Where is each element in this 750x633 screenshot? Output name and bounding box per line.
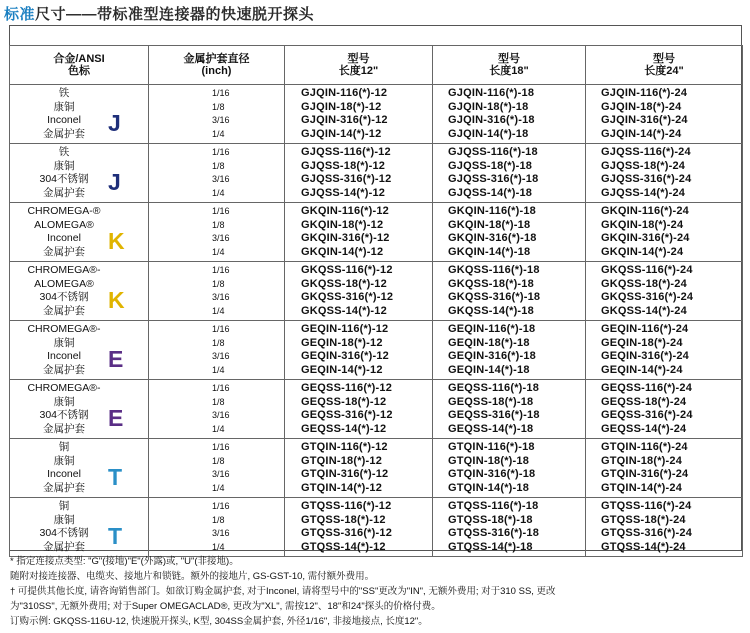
diameter-value: 1/16 — [212, 265, 230, 275]
diameter-value: 1/16 — [212, 88, 230, 98]
model-number: GTQSS-316(*)-18 — [448, 527, 540, 539]
model-cell-24 — [586, 262, 743, 321]
note-lengths-cont: 为"310SS", 无额外费用; 对于Super OMEGACLAD®, 更改为"XL", 需按12"、18"和24"探头的价格付费。 — [10, 601, 441, 612]
model-number: GJQIN-14(*)-24 — [601, 127, 682, 140]
model-number: GJQSS-18(*)-12 — [301, 159, 386, 172]
model-number: GTQSS-18(*)-24 — [601, 513, 686, 526]
model-number: GTQSS-14(*)-24 — [601, 540, 686, 553]
alloy-name: 康铜 — [53, 100, 75, 113]
diameter-value: 1/8 — [212, 101, 225, 112]
model-number: GEQIN-316(*)-18 — [448, 350, 536, 362]
model-number: GKQIN-14(*)-24 — [601, 245, 684, 258]
model-number: GKQSS-116(*)-12 — [301, 264, 393, 276]
model-cell-18 — [433, 85, 586, 144]
table-body — [10, 85, 743, 557]
model-number: GTQSS-14(*)-12 — [301, 540, 386, 553]
alloy-name: CHROMEGA®- — [27, 382, 101, 394]
model-number: GJQIN-18(*)-24 — [601, 100, 682, 113]
model-number: GKQIN-18(*)-18 — [448, 218, 531, 231]
ansi-letter: J — [108, 169, 121, 195]
diameter-value: 1/4 — [212, 364, 225, 375]
model-number: GEQSS-316(*)-18 — [448, 409, 540, 421]
diameter-cell — [149, 85, 285, 144]
alloy-name: 金属护套 — [43, 422, 85, 435]
model-number: GKQIN-18(*)-24 — [601, 218, 684, 231]
model-number: GTQIN-18(*)-24 — [601, 454, 683, 467]
diameter-value: 1/4 — [212, 305, 225, 316]
alloy-name: 康铜 — [53, 454, 75, 467]
model-number: GEQIN-14(*)-24 — [601, 363, 683, 376]
diameter-value: 3/16 — [212, 292, 230, 302]
model-number: GJQIN-116(*)-18 — [448, 87, 535, 99]
table-row — [10, 144, 743, 203]
diameter-value: 1/4 — [212, 482, 225, 493]
model-cell-24 — [586, 439, 743, 498]
diameter-value: 1/4 — [212, 246, 225, 257]
model-number: GJQSS-14(*)-18 — [448, 186, 533, 199]
diameter-value: 1/4 — [212, 423, 225, 434]
model-number: GKQSS-116(*)-24 — [601, 264, 693, 276]
ansi-letter: T — [108, 523, 123, 549]
alloy-name: Inconel — [47, 114, 81, 126]
diameter-value: 1/16 — [212, 442, 230, 452]
note-accessories: 随附对接连接器、电缆夹、接地片和锁链。额外的接地片, GS-GST-10, 需付额外费用。 — [10, 571, 375, 582]
model-number: GKQSS-14(*)-18 — [448, 304, 534, 317]
model-cell-24 — [586, 85, 743, 144]
alloy-name: 304不锈钢 — [39, 527, 89, 539]
model-number: GJQSS-18(*)-24 — [601, 159, 686, 172]
model-number: GKQIN-316(*)-24 — [601, 232, 690, 244]
model-number: GJQSS-14(*)-24 — [601, 186, 686, 199]
diameter-value: 3/16 — [212, 115, 230, 125]
alloy-name: 金属护套 — [43, 363, 85, 376]
table-row — [10, 439, 743, 498]
model-number: GKQSS-18(*)-24 — [601, 277, 687, 290]
page-title — [4, 3, 314, 24]
model-number: GJQIN-316(*)-18 — [448, 114, 535, 126]
diameter-value: 1/8 — [212, 514, 225, 525]
diameter-value: 1/8 — [212, 160, 225, 171]
alloy-cell — [10, 380, 149, 439]
diameter-value: 1/16 — [212, 383, 230, 393]
model-number: GTQIN-116(*)-18 — [448, 441, 535, 453]
model-number: GTQSS-116(*)-24 — [601, 500, 692, 512]
model-cell-12 — [285, 439, 433, 498]
alloy-name: 304不锈钢 — [39, 409, 89, 421]
note-connector-type: * 指定连接点类型: "G"(接地)"E"(外露)或, "U"(非接地)。 — [10, 556, 239, 567]
diameter-cell — [149, 262, 285, 321]
model-number: GTQIN-18(*)-12 — [301, 454, 383, 467]
probe-table — [9, 45, 743, 557]
model-number: GEQSS-18(*)-12 — [301, 395, 387, 408]
ansi-letter: J — [108, 110, 121, 136]
ansi-letter: K — [108, 228, 125, 254]
model-number: GTQIN-18(*)-18 — [448, 454, 530, 467]
model-cell-12 — [285, 321, 433, 380]
diameter-value: 1/16 — [212, 501, 230, 511]
model-number: GEQSS-116(*)-12 — [301, 382, 393, 394]
model-number: GKQSS-316(*)-18 — [448, 291, 541, 303]
model-number: GEQIN-316(*)-12 — [301, 350, 389, 362]
model-number: GTQSS-18(*)-18 — [448, 513, 533, 526]
model-cell-18 — [433, 262, 586, 321]
ansi-letter: K — [108, 287, 125, 313]
alloy-cell — [10, 144, 149, 203]
model-number: GKQIN-116(*)-12 — [301, 205, 389, 217]
model-number: GTQSS-116(*)-18 — [448, 500, 539, 512]
diameter-value: 1/16 — [212, 324, 230, 334]
model-number: GEQIN-18(*)-24 — [601, 336, 683, 349]
table-row — [10, 380, 743, 439]
model-number: GEQIN-14(*)-18 — [448, 363, 530, 376]
model-number: GKQSS-14(*)-12 — [301, 304, 387, 317]
header-model-24: 型号 长度24" — [586, 46, 743, 85]
alloy-name: 铜 — [58, 500, 70, 512]
diameter-value: 1/8 — [212, 219, 225, 230]
diameter-value: 1/16 — [212, 147, 230, 157]
model-number: GEQSS-18(*)-18 — [448, 395, 534, 408]
model-number: GKQIN-14(*)-12 — [301, 245, 384, 258]
diameter-cell — [149, 203, 285, 262]
alloy-name: 康铜 — [53, 513, 75, 526]
model-cell-24 — [586, 498, 743, 557]
diameter-value: 1/4 — [212, 187, 225, 198]
alloy-name: 304不锈钢 — [39, 173, 89, 185]
model-cell-18 — [433, 380, 586, 439]
model-cell-18 — [433, 144, 586, 203]
diameter-value: 1/16 — [212, 206, 230, 216]
alloy-name: CHROMEGA-® — [27, 205, 101, 217]
model-number: GEQIN-116(*)-12 — [301, 323, 389, 335]
alloy-name: 康铜 — [53, 159, 75, 172]
model-number: GKQIN-116(*)-18 — [448, 205, 536, 217]
alloy-name: 金属护套 — [43, 540, 85, 553]
model-number: GJQSS-116(*)-24 — [601, 146, 691, 158]
diameter-value: 3/16 — [212, 469, 230, 479]
note-order-example: 订购示例: GKQSS-116U-12, 快速脱开探头, K型, 304SS金属护套, 外径1/16", 非接地接点, 长度12"。 — [10, 616, 428, 627]
model-number: GKQIN-14(*)-18 — [448, 245, 531, 258]
model-number: GJQSS-316(*)-24 — [601, 173, 692, 185]
model-number: GEQIN-14(*)-12 — [301, 363, 383, 376]
model-number: GTQIN-116(*)-12 — [301, 441, 388, 453]
model-number: GJQIN-18(*)-12 — [301, 100, 382, 113]
diameter-value: 1/4 — [212, 541, 225, 552]
model-number: GKQSS-18(*)-12 — [301, 277, 387, 290]
alloy-name: 304不锈钢 — [39, 291, 89, 303]
model-cell-18 — [433, 203, 586, 262]
alloy-cell — [10, 321, 149, 380]
footnotes — [10, 554, 745, 629]
model-number: GJQIN-116(*)-24 — [601, 87, 688, 99]
model-cell-18 — [433, 439, 586, 498]
model-number: GTQIN-316(*)-18 — [448, 468, 536, 480]
alloy-name: ALOMEGA® — [34, 277, 94, 290]
model-number: GTQIN-316(*)-24 — [601, 468, 689, 480]
diameter-cell — [149, 439, 285, 498]
alloy-name: ALOMEGA® — [34, 218, 94, 231]
model-number: GEQSS-316(*)-24 — [601, 409, 693, 421]
diameter-value: 3/16 — [212, 174, 230, 184]
title-text: 尺寸——带标准型连接器的快速脱开探头 — [35, 6, 315, 23]
model-number: GEQSS-116(*)-18 — [448, 382, 540, 394]
model-cell-12 — [285, 380, 433, 439]
header-alloy: 合金/ANSI 色标 — [10, 46, 149, 85]
diameter-value: 3/16 — [212, 233, 230, 243]
ansi-letter: E — [108, 346, 124, 372]
model-number: GKQSS-316(*)-12 — [301, 291, 394, 303]
model-cell-12 — [285, 144, 433, 203]
model-number: GTQIN-116(*)-24 — [601, 441, 688, 453]
model-cell-24 — [586, 380, 743, 439]
model-number: GEQSS-116(*)-24 — [601, 382, 693, 394]
model-number: GJQSS-116(*)-12 — [301, 146, 391, 158]
alloy-name: 金属护套 — [43, 127, 85, 140]
model-number: GTQIN-316(*)-12 — [301, 468, 389, 480]
model-number: GEQSS-14(*)-24 — [601, 422, 687, 435]
model-number: GEQSS-14(*)-12 — [301, 422, 387, 435]
model-number: GKQSS-14(*)-24 — [601, 304, 687, 317]
model-number: GEQSS-316(*)-12 — [301, 409, 393, 421]
alloy-name: 康铜 — [53, 395, 75, 408]
diameter-value: 1/8 — [212, 278, 225, 289]
alloy-cell — [10, 85, 149, 144]
model-cell-24 — [586, 144, 743, 203]
diameter-cell — [149, 498, 285, 557]
diameter-value: 1/8 — [212, 455, 225, 466]
model-number: GJQSS-316(*)-12 — [301, 173, 392, 185]
model-cell-18 — [433, 498, 586, 557]
model-number: GJQIN-14(*)-18 — [448, 127, 529, 140]
model-number: GTQIN-14(*)-12 — [301, 481, 383, 494]
alloy-name: 金属护套 — [43, 304, 85, 317]
model-number: GTQSS-316(*)-12 — [301, 527, 393, 539]
diameter-value: 3/16 — [212, 410, 230, 420]
table-row — [10, 321, 743, 380]
alloy-name: CHROMEGA®- — [27, 323, 101, 335]
model-number: GJQIN-316(*)-24 — [601, 114, 688, 126]
model-number: GTQIN-14(*)-24 — [601, 481, 683, 494]
ansi-letter: E — [108, 405, 124, 431]
model-number: GEQSS-18(*)-24 — [601, 395, 687, 408]
alloy-cell — [10, 203, 149, 262]
model-number: GJQSS-18(*)-18 — [448, 159, 533, 172]
diameter-cell — [149, 321, 285, 380]
model-cell-18 — [433, 321, 586, 380]
header-model-12: 型号 长度12" — [285, 46, 433, 85]
alloy-name: 铜 — [58, 441, 70, 453]
model-number: GEQIN-316(*)-24 — [601, 350, 689, 362]
diameter-value: 1/8 — [212, 396, 225, 407]
table-row — [10, 85, 743, 144]
model-number: GTQSS-18(*)-12 — [301, 513, 386, 526]
alloy-name: 铁 — [58, 87, 70, 99]
model-cell-24 — [586, 203, 743, 262]
model-number: GTQSS-14(*)-18 — [448, 540, 533, 553]
header-model-18: 型号 长度18" — [433, 46, 586, 85]
model-number: GKQIN-316(*)-18 — [448, 232, 537, 244]
alloy-name: 金属护套 — [43, 245, 85, 258]
alloy-name: 铁 — [58, 146, 70, 158]
model-cell-12 — [285, 85, 433, 144]
model-number: GTQSS-316(*)-24 — [601, 527, 693, 539]
alloy-name: CHROMEGA®- — [27, 264, 101, 276]
alloy-cell — [10, 439, 149, 498]
model-number: GKQIN-18(*)-12 — [301, 218, 384, 231]
alloy-name: Inconel — [47, 468, 81, 480]
alloy-cell — [10, 498, 149, 557]
model-number: GJQIN-14(*)-12 — [301, 127, 382, 140]
table-header-row — [10, 46, 743, 85]
model-number: GJQSS-14(*)-12 — [301, 186, 386, 199]
model-number: GEQSS-14(*)-18 — [448, 422, 534, 435]
alloy-name: Inconel — [47, 350, 81, 362]
model-number: GJQIN-116(*)-12 — [301, 87, 388, 99]
model-number: GJQIN-18(*)-18 — [448, 100, 529, 113]
model-number: GKQSS-116(*)-18 — [448, 264, 540, 276]
table-row — [10, 498, 743, 557]
model-number: GTQSS-116(*)-12 — [301, 500, 392, 512]
note-lengths: † 可提供其他长度, 请咨询销售部门。如欲订购金属护套, 对于Inconel, 请将型号中的"SS"更改为"IN", 无额外费用; 对于310 SS, 更改 — [10, 586, 556, 597]
table-row — [10, 203, 743, 262]
diameter-value: 1/4 — [212, 128, 225, 139]
model-number: GJQSS-316(*)-18 — [448, 173, 539, 185]
alloy-cell — [10, 262, 149, 321]
ansi-letter: T — [108, 464, 123, 490]
alloy-name: 金属护套 — [43, 481, 85, 494]
diameter-cell — [149, 144, 285, 203]
title-highlight: 标准 — [4, 6, 36, 23]
model-number: GJQIN-316(*)-12 — [301, 114, 388, 126]
model-cell-12 — [285, 498, 433, 557]
model-number: GEQIN-116(*)-24 — [601, 323, 689, 335]
diameter-value: 3/16 — [212, 528, 230, 538]
diameter-cell — [149, 380, 285, 439]
alloy-name: 康铜 — [53, 336, 75, 349]
table-row — [10, 262, 743, 321]
model-number: GEQIN-18(*)-12 — [301, 336, 383, 349]
alloy-name: Inconel — [47, 232, 81, 244]
alloy-name: 金属护套 — [43, 186, 85, 199]
model-number: GEQIN-116(*)-18 — [448, 323, 536, 335]
model-number: GKQIN-116(*)-24 — [601, 205, 689, 217]
model-cell-12 — [285, 262, 433, 321]
model-number: GKQIN-316(*)-12 — [301, 232, 390, 244]
model-number: GKQSS-18(*)-18 — [448, 277, 534, 290]
diameter-value: 3/16 — [212, 351, 230, 361]
model-number: GJQSS-116(*)-18 — [448, 146, 538, 158]
model-number: GKQSS-316(*)-24 — [601, 291, 694, 303]
header-diameter: 金属护套直径 (inch) — [149, 46, 285, 85]
model-number: GEQIN-18(*)-18 — [448, 336, 530, 349]
diameter-value: 1/8 — [212, 337, 225, 348]
model-number: GTQIN-14(*)-18 — [448, 481, 530, 494]
model-cell-24 — [586, 321, 743, 380]
model-cell-12 — [285, 203, 433, 262]
